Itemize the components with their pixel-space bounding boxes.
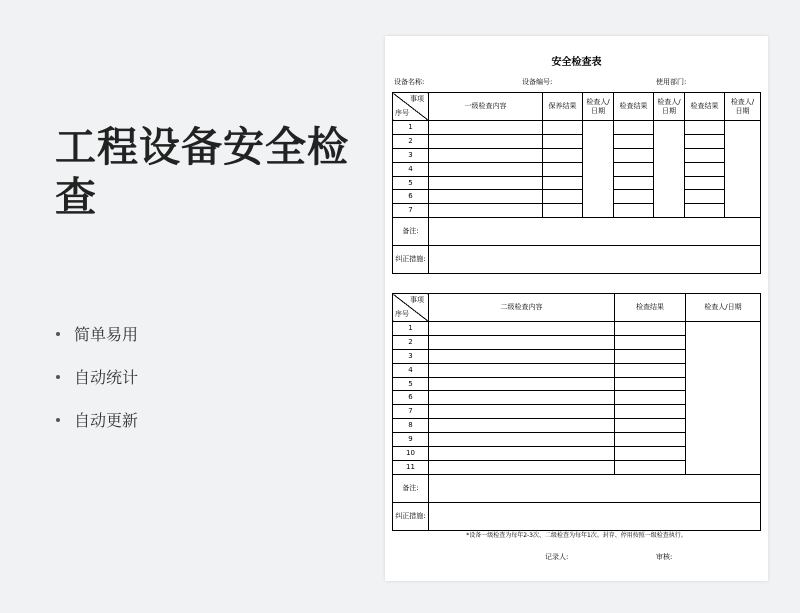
table-row xyxy=(393,134,761,148)
row-number: 3 xyxy=(393,148,429,162)
equipment-name-label: 设备名称: xyxy=(394,78,425,86)
result-cell[interactable] xyxy=(615,349,686,363)
content-cell[interactable] xyxy=(429,148,543,162)
remark-row xyxy=(393,218,761,246)
row-number: 4 xyxy=(393,363,429,377)
maintenance-cell[interactable] xyxy=(543,121,583,135)
maintenance-cell[interactable] xyxy=(543,148,583,162)
result-cell[interactable] xyxy=(614,134,654,148)
inspector-date-cell[interactable] xyxy=(654,121,685,218)
maintenance-cell[interactable] xyxy=(543,176,583,190)
row-number: 3 xyxy=(393,349,429,363)
header-inspector-date xyxy=(583,93,614,121)
content-cell[interactable] xyxy=(429,121,543,135)
content-cell[interactable] xyxy=(429,134,543,148)
recorder-label: 记录人: xyxy=(545,553,569,561)
header-seq: 序号 xyxy=(395,109,409,117)
result-cell[interactable] xyxy=(615,322,686,336)
header-content: 二级检查内容 xyxy=(429,294,615,322)
bullet-dot-icon xyxy=(56,332,60,336)
feature-label: 自动统计 xyxy=(74,368,139,387)
table-row xyxy=(393,176,761,190)
table-header-row xyxy=(393,93,761,121)
table-row xyxy=(393,148,761,162)
content-cell[interactable] xyxy=(429,176,543,190)
result-cell[interactable] xyxy=(614,148,654,162)
correction-label: 纠正措施: xyxy=(393,502,429,530)
result-cell[interactable] xyxy=(685,190,725,204)
row-number: 11 xyxy=(393,460,429,474)
result-cell[interactable] xyxy=(614,121,654,135)
feature-list xyxy=(56,312,138,441)
remark-label: 备注: xyxy=(393,218,429,246)
reviewer-label: 审核: xyxy=(656,553,673,561)
header-item: 事项 xyxy=(410,95,424,103)
row-number: 9 xyxy=(393,433,429,447)
content-cell[interactable] xyxy=(429,162,543,176)
remark-label: 备注: xyxy=(393,474,429,502)
remark-field[interactable] xyxy=(429,218,761,246)
table-row xyxy=(393,190,761,204)
maintenance-cell[interactable] xyxy=(543,162,583,176)
remark-row xyxy=(393,474,761,502)
content-cell[interactable] xyxy=(429,419,615,433)
header-seq: 序号 xyxy=(395,310,409,318)
header-inspector-date: 检查人/日期 xyxy=(686,294,761,322)
result-cell[interactable] xyxy=(615,419,686,433)
header-date: 日期 xyxy=(735,106,750,115)
result-cell[interactable] xyxy=(615,377,686,391)
row-number: 8 xyxy=(393,419,429,433)
content-cell[interactable] xyxy=(429,391,615,405)
correction-field[interactable] xyxy=(429,502,761,530)
row-number: 1 xyxy=(393,322,429,336)
correction-label: 纠正措施: xyxy=(393,246,429,274)
result-cell[interactable] xyxy=(614,176,654,190)
result-cell[interactable] xyxy=(615,335,686,349)
header-inspector-date xyxy=(725,93,761,121)
form-footnote: *设备一级检查为每年2-3次、二级检查为每年1次。封存、停用按照一级检查执行。 xyxy=(466,532,687,539)
header-item-seq-cell xyxy=(393,294,429,322)
content-cell[interactable] xyxy=(429,204,543,218)
header-inspector-date xyxy=(654,93,685,121)
inspector-date-cell[interactable] xyxy=(583,121,614,218)
header-result: 检查结果 xyxy=(615,294,686,322)
result-cell[interactable] xyxy=(685,121,725,135)
result-cell[interactable] xyxy=(615,433,686,447)
inspection-form-sheet xyxy=(385,36,768,581)
result-cell[interactable] xyxy=(614,162,654,176)
content-cell[interactable] xyxy=(429,433,615,447)
row-number: 5 xyxy=(393,377,429,391)
bullet-dot-icon xyxy=(56,418,60,422)
level2-inspection-table xyxy=(392,293,761,531)
result-cell[interactable] xyxy=(614,204,654,218)
result-cell[interactable] xyxy=(685,148,725,162)
header-inspector: 检查人/ xyxy=(657,97,681,106)
row-number: 4 xyxy=(393,162,429,176)
feature-item xyxy=(56,312,138,355)
bullet-dot-icon xyxy=(56,375,60,379)
table-header-row xyxy=(393,294,761,322)
result-cell[interactable] xyxy=(615,405,686,419)
row-number: 1 xyxy=(393,121,429,135)
feature-label: 自动更新 xyxy=(74,411,139,430)
result-cell[interactable] xyxy=(615,460,686,474)
content-cell[interactable] xyxy=(429,322,615,336)
table-row xyxy=(393,322,761,336)
form-title: 安全检查表 xyxy=(551,57,602,68)
header-result: 检查结果 xyxy=(614,93,654,121)
result-cell[interactable] xyxy=(615,391,686,405)
content-cell[interactable] xyxy=(429,190,543,204)
header-result: 检查结果 xyxy=(685,93,725,121)
result-cell[interactable] xyxy=(615,447,686,461)
table-row xyxy=(393,204,761,218)
page-headline: 工程设备安全检查 xyxy=(55,123,349,221)
maintenance-cell[interactable] xyxy=(543,190,583,204)
row-number: 10 xyxy=(393,447,429,461)
maintenance-cell[interactable] xyxy=(543,204,583,218)
row-number: 2 xyxy=(393,335,429,349)
result-cell[interactable] xyxy=(685,162,725,176)
content-cell[interactable] xyxy=(429,460,615,474)
result-cell[interactable] xyxy=(614,190,654,204)
maintenance-cell[interactable] xyxy=(543,134,583,148)
inspector-date-cell[interactable] xyxy=(725,121,761,218)
header-item: 事项 xyxy=(410,296,424,304)
correction-row xyxy=(393,246,761,274)
content-cell[interactable] xyxy=(429,335,615,349)
content-cell[interactable] xyxy=(429,447,615,461)
row-number: 6 xyxy=(393,391,429,405)
remark-field[interactable] xyxy=(429,474,761,502)
header-content: 一级检查内容 xyxy=(429,93,543,121)
table-row xyxy=(393,162,761,176)
result-cell[interactable] xyxy=(685,134,725,148)
result-cell[interactable] xyxy=(685,204,725,218)
content-cell[interactable] xyxy=(429,405,615,419)
header-inspector: 检查人/ xyxy=(586,97,610,106)
header-inspector: 检查人/ xyxy=(730,97,755,106)
result-cell[interactable] xyxy=(685,176,725,190)
row-number: 6 xyxy=(393,190,429,204)
correction-field[interactable] xyxy=(429,246,761,274)
correction-row xyxy=(393,502,761,530)
feature-label: 简单易用 xyxy=(74,325,139,344)
equipment-no-label: 设备编号: xyxy=(522,78,553,86)
header-date: 日期 xyxy=(662,106,676,115)
feature-item xyxy=(56,398,138,441)
row-number: 2 xyxy=(393,134,429,148)
content-cell[interactable] xyxy=(429,363,615,377)
header-item-seq-cell xyxy=(393,93,429,121)
table-row xyxy=(393,121,761,135)
department-label: 使用部门: xyxy=(656,78,687,86)
level1-inspection-table xyxy=(392,92,761,274)
row-number: 7 xyxy=(393,204,429,218)
content-cell[interactable] xyxy=(429,349,615,363)
row-number: 5 xyxy=(393,176,429,190)
content-cell[interactable] xyxy=(429,377,615,391)
result-cell[interactable] xyxy=(615,363,686,377)
inspector-date-cell[interactable] xyxy=(686,322,761,475)
header-maintenance: 保养结果 xyxy=(543,93,583,121)
feature-item xyxy=(56,355,138,398)
row-number: 7 xyxy=(393,405,429,419)
header-date: 日期 xyxy=(591,106,605,115)
